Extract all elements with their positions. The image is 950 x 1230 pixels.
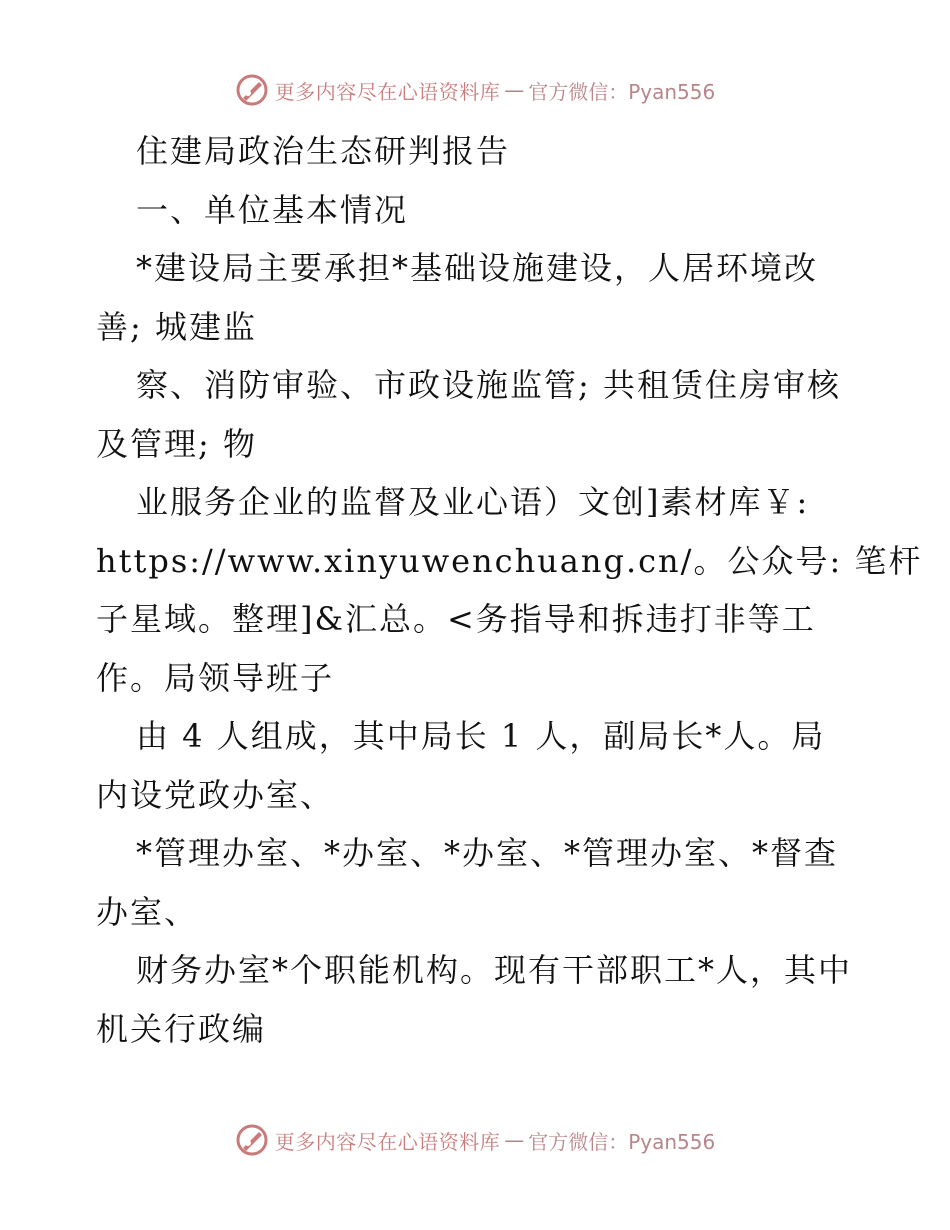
header-watermark: [0, 70, 950, 110]
watermark-separator: —: [504, 78, 525, 102]
doc-line: 办室、: [96, 892, 199, 931]
doc-line: 子星域。整理]&汇总。<务指导和拆违打非等工: [96, 600, 816, 638]
doc-line: 由 4 人组成，其中局长 1 人，副局长*人。局: [136, 717, 826, 755]
doc-line-url: https://www.xinyuwenchuang.cn/。公众号: 笔杆: [96, 541, 923, 580]
doc-line: 机关行政编: [96, 1009, 267, 1048]
watermark-site-text: 更多内容尽在心语资料库: [274, 1129, 501, 1154]
quill-pen-logo-icon: [235, 1123, 269, 1157]
watermark-separator: —: [504, 1128, 525, 1152]
doc-line: 业服务企业的监督及业心语）文创]素材库￥:: [136, 483, 810, 521]
doc-line-section-heading: 一、单位基本情况: [136, 190, 409, 229]
document-body: [96, 122, 923, 1058]
doc-line: 内设党政办室、: [96, 775, 335, 814]
doc-line-title: 住建局政治生态研判报告: [136, 132, 511, 170]
doc-line: 作。局领导班子: [96, 658, 335, 697]
doc-line: *管理办室、*办室、*办室、*管理办室、*督查: [136, 834, 839, 872]
doc-line: *建设局主要承担*基础设施建设，人居环境改: [136, 249, 819, 287]
watermark-wechat-text: 官方微信：Pyan556: [528, 79, 716, 104]
doc-line: 财务办室*个职能机构。现有干部职工*人，其中: [136, 951, 853, 989]
quill-pen-logo-icon: [235, 73, 269, 107]
doc-line: 及管理; 物: [96, 424, 257, 463]
doc-line: 察、消防审验、市政设施监管; 共租赁住房审核: [136, 366, 841, 404]
footer-watermark: [0, 1120, 950, 1160]
watermark-wechat-text: 官方微信：Pyan556: [528, 1129, 716, 1154]
doc-line: 善; 城建监: [96, 307, 257, 346]
watermark-site-text: 更多内容尽在心语资料库: [274, 79, 501, 104]
